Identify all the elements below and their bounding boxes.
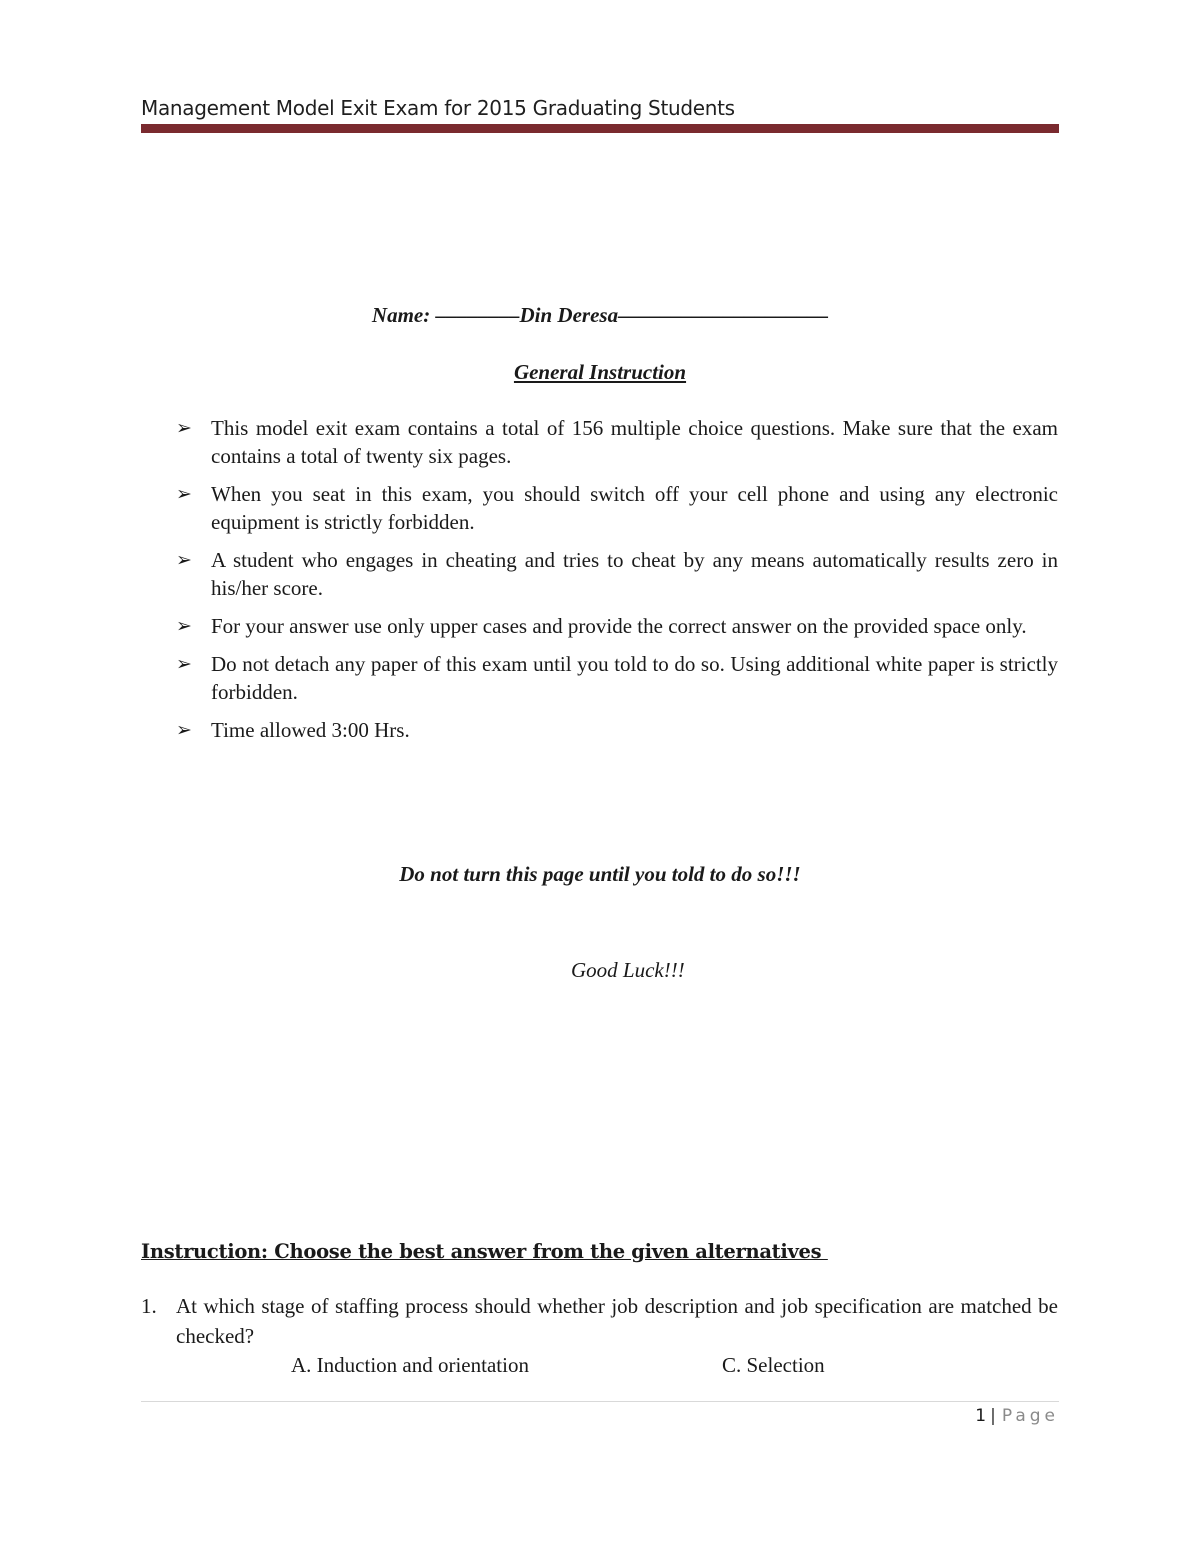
list-item (176, 716, 1058, 744)
document-title: Management Model Exit Exam for 2015 Graduating Students (141, 96, 735, 120)
question-number: 1. (141, 1294, 157, 1318)
arrowhead-bullet-icon: ➢ (176, 615, 192, 637)
arrowhead-bullet-icon: ➢ (176, 653, 192, 675)
list-item (176, 546, 1058, 602)
header-divider (141, 124, 1059, 133)
instruction-text: When you seat in this exam, you should switch off your cell phone and using any electronic equipment is strictly forbidden. (211, 482, 1058, 534)
list-item (176, 414, 1058, 470)
question-text: At which stage of staffing process should whether job description and job specification are matched be checked? (176, 1294, 1058, 1348)
instruction-text: This model exit exam contains a total of 156 multiple choice questions. Make sure that the exam contains a total of twenty six pages. (211, 416, 1058, 468)
page-footer (975, 1406, 1059, 1426)
option-a: A. Induction and orientation (291, 1353, 529, 1377)
student-name-line: Name: ––––––––Din Deresa–––––––––––––––––––– (371, 303, 829, 327)
instruction-text: Do not detach any paper of this exam until you told to do so. Using additional white paper is strictly forbidden. (211, 652, 1058, 704)
do-not-turn-warning: Do not turn this page until you told to do so!!! (399, 862, 801, 886)
option-c: C. Selection (722, 1353, 825, 1377)
instruction-text: A student who engages in cheating and tries to cheat by any means automatically results zero in his/her score. (211, 548, 1058, 600)
instruction-text: For your answer use only upper cases and provide the correct answer on the provided space only. (211, 614, 1027, 638)
good-luck-text: Good Luck!!! (571, 958, 685, 982)
question-1 (141, 1291, 1058, 1351)
arrowhead-bullet-icon: ➢ (176, 417, 192, 439)
section-instruction: Instruction: Choose the best answer from the given alternatives (141, 1240, 828, 1263)
page-label: Page (1001, 1406, 1059, 1426)
instruction-list (176, 414, 1058, 754)
arrowhead-bullet-icon: ➢ (176, 549, 192, 571)
arrowhead-bullet-icon: ➢ (176, 719, 192, 741)
arrowhead-bullet-icon: ➢ (176, 483, 192, 505)
general-instruction-heading: General Instruction (513, 360, 687, 384)
footer-separator: | (990, 1406, 996, 1426)
page-number: 1 (975, 1406, 987, 1426)
footer-divider (141, 1401, 1059, 1402)
list-item (176, 480, 1058, 536)
list-item (176, 612, 1058, 640)
instruction-text: Time allowed 3:00 Hrs. (211, 718, 410, 742)
list-item (176, 650, 1058, 706)
